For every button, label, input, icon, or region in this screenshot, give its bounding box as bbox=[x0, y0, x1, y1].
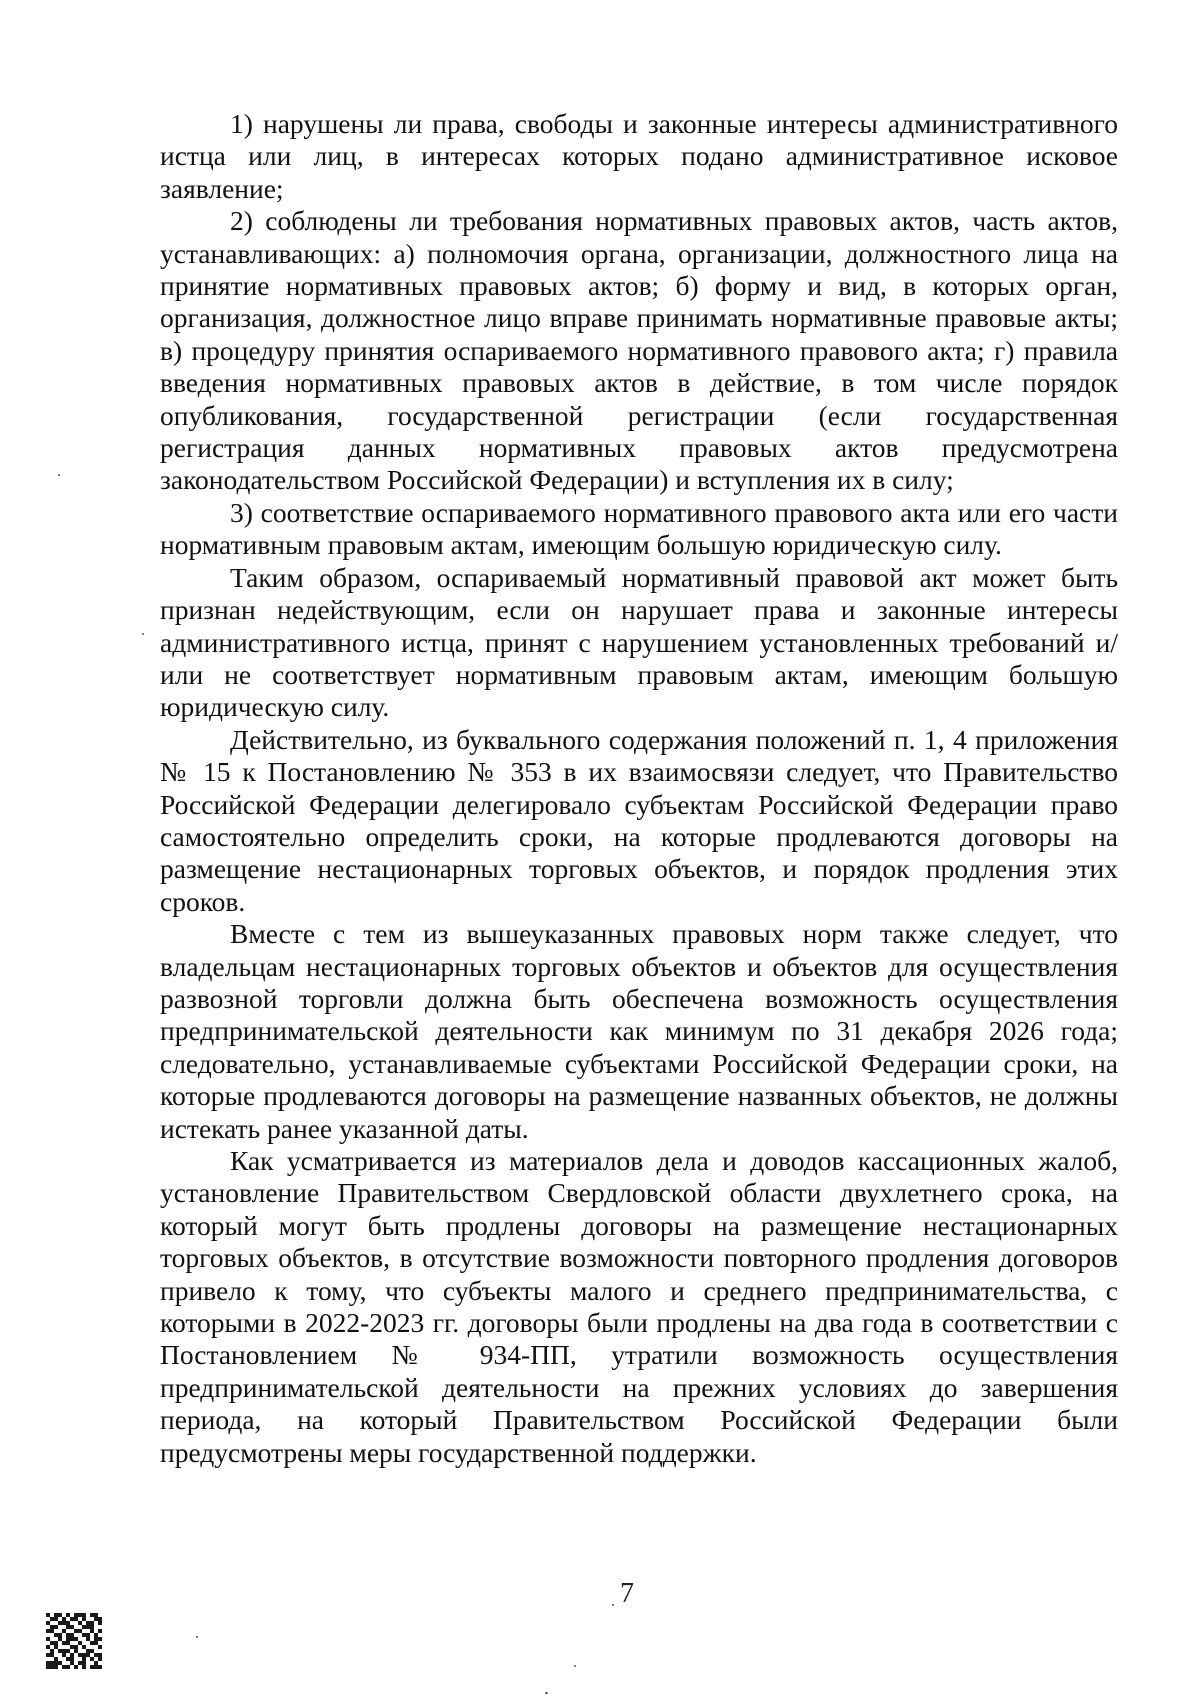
paragraph-delegation: Действительно, из буквального содержания положений п. 1, 4 приложения № 15 к Постановлению № 353 в их взаимосвязи следует, что Правительство Российской Федерации делегировало субъектам Российской Федерации право самостоятельно определить сроки, на которые продлеваются договоры на размещение нестационарных торговых объектов, и порядок продления этих сроков. bbox=[160, 723, 1118, 917]
scan-speck bbox=[574, 1665, 576, 1667]
page-number: 7 bbox=[620, 1578, 634, 1609]
document-body bbox=[160, 108, 1118, 1469]
paragraph-item-3: 3) соответствие оспариваемого нормативного правового акта или его части нормативным правовым актам, имеющим большую юридическую силу. bbox=[160, 496, 1118, 561]
scan-speck bbox=[612, 1604, 614, 1606]
paragraph-deadline: Вместе с тем из вышеуказанных правовых норм также следует, что владельцам нестационарных торговых объектов и объектов для осуществления развозной торговли должна быть обеспечена возможность осуществления предпринимательской деятельности как минимум по 31 декабря 2026 года; следовательно, устанавливаемые субъектами Российской Федерации сроки, на которые продлеваются договоры на размещение названных объектов, не должны истекать ранее указанной даты. bbox=[160, 918, 1118, 1144]
scan-speck bbox=[58, 474, 60, 476]
qr-code-icon bbox=[46, 1613, 102, 1669]
paragraph-case-materials: Как усматривается из материалов дела и доводов кассационных жалоб, установление Правительством Свердловской области двухлетнего срока, на который могут быть продлены договоры на размещение нестационарных торговых объектов, в отсутствие возможности повторного продления договоров привело к тому, что субъекты малого и среднего предпринимательства, с которыми в 2022-2023 гг. договоры были продлены на два года в соответствии с Постановлением № 934-ПП, утратили возможность осуществления предпринимательской деятельности на прежних условиях до завершения периода, на который Правительством Российской Федерации были предусмотрены меры государственной поддержки. bbox=[160, 1145, 1118, 1468]
scan-speck bbox=[142, 633, 144, 635]
scan-speck bbox=[545, 1692, 548, 1694]
paragraph-item-2: 2) соблюдены ли требования нормативных правовых актов, часть актов, устанавливающих: а) полномочия органа, организации, должностного лица на принятие нормативных правовых актов; б) форму и вид, в которых орган, организация, должностное лицо вправе принимать нормативные правовые акты; в) процедуру принятия оспариваемого нормативного правового акта; г) правила введения нормативных правовых актов в действие, в том числе порядок опубликования, государственной регистрации (если государственная регистрация данных нормативных правовых актов предусмотрена законодательством Российской Федерации) и вступления их в силу; bbox=[160, 205, 1118, 496]
scan-speck bbox=[196, 1636, 198, 1638]
paragraph-conclusion: Таким образом, оспариваемый нормативный правовой акт может быть признан недействующим, если он нарушает права и законные интересы административного истца, принят с нарушением установленных требований и/или не соответствует нормативным правовым актам, имеющим большую юридическую силу. bbox=[160, 561, 1118, 723]
paragraph-item-1: 1) нарушены ли права, свободы и законные интересы административного истца или лиц, в интересах которых подано административное исковое заявление; bbox=[160, 108, 1118, 204]
